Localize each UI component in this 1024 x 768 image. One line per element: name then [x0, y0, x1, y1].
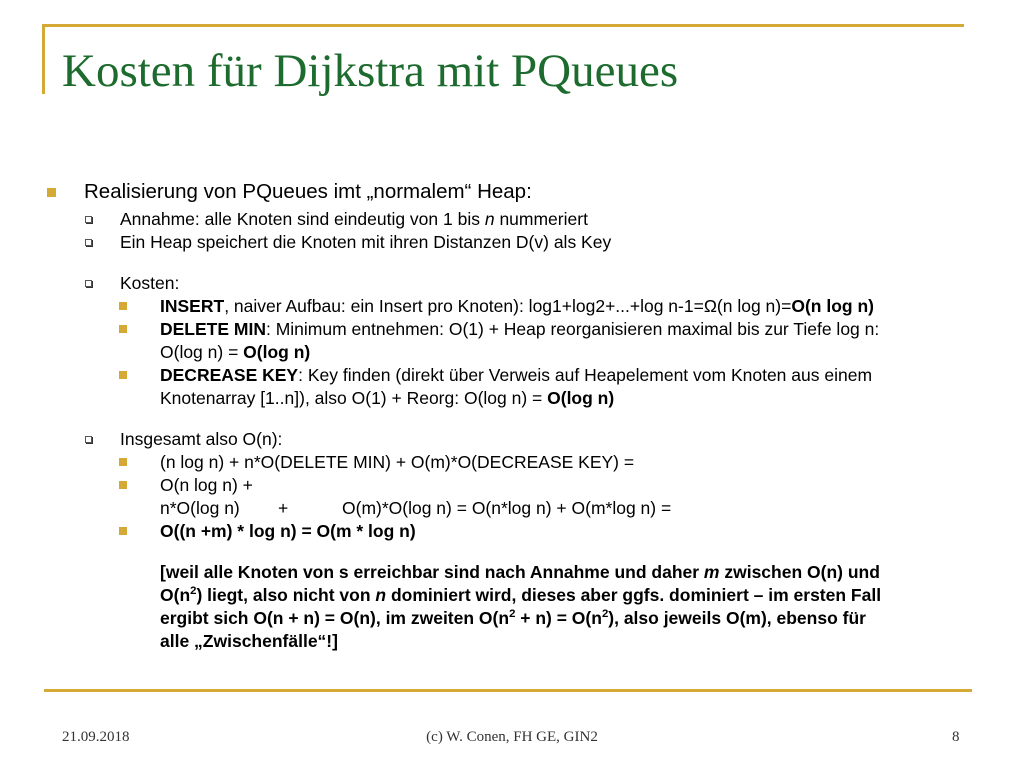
- square-bullet-icon: [119, 527, 127, 535]
- footer-copyright: (c) W. Conen, FH GE, GIN2: [426, 729, 598, 745]
- text-run: O(log n): [547, 388, 615, 408]
- text-run: : Key finden (direkt über Verweis auf Heapelement vom Knoten aus einem: [298, 365, 873, 385]
- frame-top-rule: [42, 24, 964, 27]
- square-bullet-icon: [119, 325, 127, 333]
- bullet-row-level-3: [44, 451, 984, 474]
- bullet-row-level-3: [44, 561, 984, 584]
- text-run: O(log n) =: [160, 342, 244, 362]
- text-run: DELETE MIN: [160, 319, 266, 339]
- spacer: [44, 410, 984, 428]
- bullet-row-level-3: [44, 341, 984, 364]
- text-run: O(n log n): [791, 296, 874, 316]
- text-run: alle „Zwischenfälle“!]: [160, 631, 338, 651]
- text-run: Kosten:: [120, 273, 180, 293]
- text-run: 2: [601, 608, 609, 621]
- text-run: ergibt sich O(n + n) = O(n), im zweiten O(n: [160, 608, 510, 628]
- square-bullet-icon: [119, 371, 127, 379]
- square-bullet-icon: [119, 458, 127, 466]
- text-run: : Minimum entnehmen: O(1) + Heap reorganisieren maximal bis zur Tiefe log n:: [265, 319, 880, 339]
- text-run: [weil alle Knoten von s erreichbar sind nach Annahme und daher: [160, 562, 704, 582]
- text-run: +: [278, 498, 289, 518]
- bullet-row-level-2: [44, 428, 984, 451]
- text-run: Annahme: alle Knoten sind eindeutig von 1 bis: [120, 209, 485, 229]
- bullet-row-level-3: [44, 584, 984, 607]
- text-run: O(log n): [243, 342, 311, 362]
- text-run: INSERT: [160, 296, 225, 316]
- text-run: n: [484, 209, 495, 229]
- frame-left-rule: [42, 24, 45, 94]
- slide-title: Kosten für Dijkstra mit PQueues: [62, 45, 679, 97]
- bullet-row-level-3: [44, 295, 984, 318]
- hollow-square-bullet-icon: [85, 436, 92, 443]
- bullet-row-level-3: [44, 474, 984, 520]
- text-run: (n log n) + n*O(DELETE MIN) + O(m)*O(DECREASE KEY) =: [160, 452, 635, 472]
- text-run: Knotenarray [1..n]), also O(1) + Reorg: O(log n) =: [160, 388, 548, 408]
- square-bullet-icon: [119, 481, 127, 489]
- hollow-square-bullet-icon: [85, 216, 92, 223]
- bullet-row-level-1: [44, 178, 984, 206]
- text-run: , naiver Aufbau: ein Insert pro Knoten): log1+log2+...+log n-1=: [224, 296, 704, 316]
- slide-content: [44, 178, 984, 653]
- text-run: n: [375, 585, 387, 605]
- bullet-row-level-3: [44, 607, 984, 630]
- text-run: Realisierung von PQueues imt „normalem“ Heap:: [84, 180, 532, 203]
- bullet-row-level-3: [44, 520, 984, 543]
- bullet-row-level-2: [44, 208, 984, 231]
- spacer: [44, 543, 984, 561]
- hollow-square-bullet-icon: [85, 280, 92, 287]
- square-bullet-icon: [119, 302, 127, 310]
- text-run: zwischen O(n) und: [719, 562, 880, 582]
- text-run: DECREASE KEY: [160, 365, 299, 385]
- text-run: dominiert wird, dieses aber ggfs. dominiert – im ersten Fall: [386, 585, 882, 605]
- footer-date: 21.09.2018: [62, 729, 130, 745]
- text-run: O(m)*O(log n) = O(n*log n) + O(m*log n) =: [342, 498, 672, 518]
- text-run: 2: [190, 585, 197, 598]
- bullet-row-level-3: [44, 630, 984, 653]
- text-run: (n log n)=: [716, 296, 792, 316]
- text-run: ), also jeweils O(m), ebenso für: [608, 608, 866, 628]
- text-run: Insgesamt also O(n):: [120, 429, 283, 449]
- text-run: Ein Heap speichert die Knoten mit ihren Distanzen D(v) als Key: [120, 232, 612, 252]
- text-run: ) liegt, also nicht von: [196, 585, 376, 605]
- text-run: O(n log n) + n*O(log n): [160, 475, 253, 518]
- text-run: + n) = O(n: [515, 608, 602, 628]
- text-run: Ω: [703, 296, 717, 316]
- bullet-row-level-2: [44, 272, 984, 295]
- frame-bottom-rule: [44, 689, 972, 692]
- hollow-square-bullet-icon: [85, 239, 92, 246]
- bullet-row-level-3: [44, 364, 984, 387]
- text-run: 2: [509, 608, 516, 621]
- text-run: nummeriert: [494, 209, 588, 229]
- text-run: O((n +m) * log n) = O(m * log n): [160, 521, 416, 541]
- spacer: [44, 254, 984, 272]
- text-run: m: [703, 562, 720, 582]
- text-run: O(n: [160, 585, 191, 605]
- bullet-row-level-2: [44, 231, 984, 254]
- bullet-row-level-3: [44, 387, 984, 410]
- square-bullet-icon: [47, 188, 56, 197]
- footer-page-number: 8: [952, 729, 960, 745]
- bullet-row-level-3: [44, 318, 984, 341]
